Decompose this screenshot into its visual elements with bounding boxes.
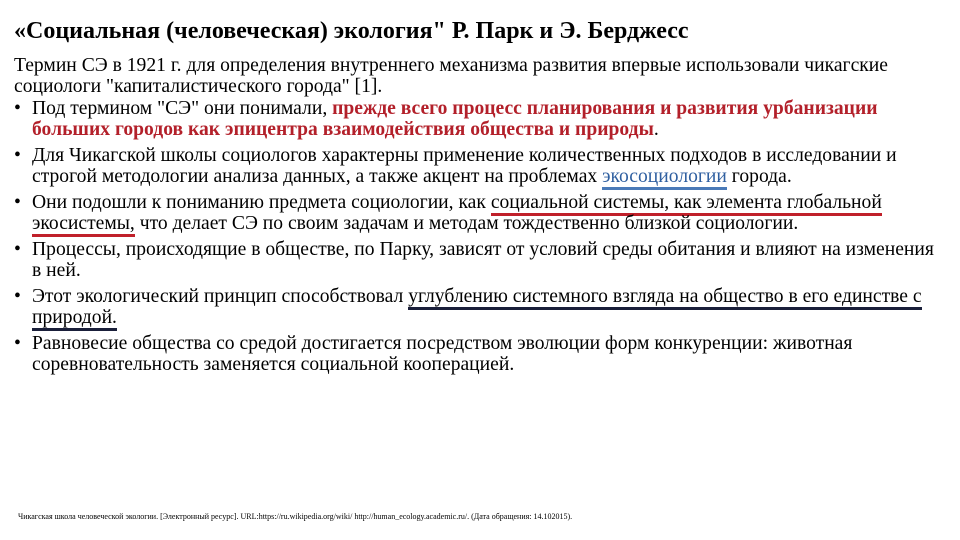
footnote: Чикагская школа человеческой экологии. [Электронный ресурс]. URL:https://ru.wikipedia.org/wiki/ http://human_ecology.academic.ru/. (Дата обращения: 14.102015). xyxy=(18,512,573,521)
bullet-6-text: Равновесие общества со средой достигается посредством эволюции форм конкуренции: животная соревновательность заменяется социальной кооперацией. xyxy=(32,333,853,375)
bullet-icon: • xyxy=(14,239,21,260)
bullet-list xyxy=(14,99,946,375)
bullet-4-text: Процессы, происходящие в обществе, по Парку, зависят от условий среды обитания и влияют на изменения в ней. xyxy=(32,239,934,281)
list-item xyxy=(14,193,946,234)
bullet-1-pre: Под термином "СЭ" они понимали, xyxy=(32,98,333,119)
list-item xyxy=(14,146,946,187)
intro-paragraph: Термин СЭ в 1921 г. для определения внутреннего механизма развития впервые использовали чикагские социологи "капиталистического города" [1]. xyxy=(14,55,888,97)
bullet-3-post: что делает СЭ по своим задачам и методам тождественно близкой социологии. xyxy=(134,212,799,234)
bullet-2-pre: Для Чикагской школы социологов характерны применение количественных подходов в исследовании и строгой методологии анализа данных, а также акцент на проблемах xyxy=(32,145,897,187)
bullet-1-post: . xyxy=(653,118,659,140)
bullet-3-underlined: социальной системы, как элемента глобальной экосистемы, xyxy=(32,192,882,237)
bullet-icon: • xyxy=(14,333,21,354)
bullet-5-pre: Этот экологический принцип способствовал xyxy=(32,286,409,307)
list-item xyxy=(14,99,946,140)
bullet-icon: • xyxy=(14,145,21,166)
list-item xyxy=(14,240,946,281)
bullet-1-emphasis: прежде всего процесс планирования и развития урбанизации больших городов как эпицентра взаимодействия общества и природы xyxy=(32,98,878,140)
list-item xyxy=(14,334,946,375)
bullet-3-pre: Они подошли к пониманию предмета социологии, как xyxy=(32,192,491,213)
bullet-5-underlined: углублению системного взгляда на общество в его единстве с природой. xyxy=(32,286,922,331)
bullet-2-post: города. xyxy=(726,165,792,187)
list-item xyxy=(14,287,946,328)
slide-title: «Социальная (человеческая) экология" Р. Парк и Э. Берджесс xyxy=(14,18,689,44)
bullet-icon: • xyxy=(14,98,21,119)
bullet-icon: • xyxy=(14,192,21,213)
slide-body xyxy=(14,56,946,381)
ecosociology-link[interactable]: экосоциологии xyxy=(602,166,727,190)
bullet-icon: • xyxy=(14,286,21,307)
